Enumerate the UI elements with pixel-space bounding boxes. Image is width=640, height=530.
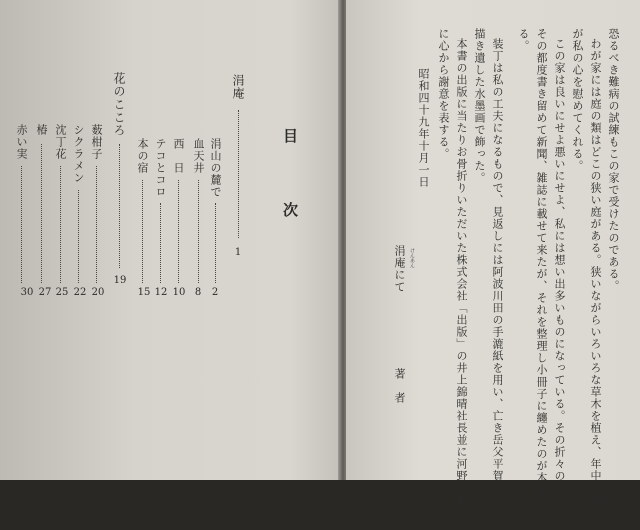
toc-leader	[178, 180, 179, 283]
toc-entry-label: 涓山の麓で	[209, 138, 222, 198]
toc-entry-label: 西 日	[172, 138, 185, 174]
toc-section-label: 花のこころ	[112, 72, 126, 137]
preface-line: 装丁は私の工夫になるもので、見返しには阿波川田の手漉紙を用い、亡き岳父平賀石泉の	[491, 38, 504, 518]
preface-line: が私の心を慰めてくれる。	[571, 28, 584, 172]
toc-entry-label: テコとコロ	[154, 138, 167, 198]
toc-entry-page: 8	[194, 287, 202, 298]
toc-entry-page: 12	[154, 287, 168, 298]
toc-entry-label: 赤い実	[15, 124, 28, 160]
toc-leader	[142, 180, 143, 283]
toc-leader	[41, 144, 42, 283]
toc-entry-page: 20	[91, 287, 105, 298]
toc-leader	[96, 166, 97, 283]
toc-section-page: 19	[113, 275, 127, 286]
toc-entry-label: シクラメン	[72, 124, 85, 184]
toc-entry-label: 椿	[35, 124, 48, 136]
preface-line: その都度書き留めて新聞、雑誌に載せて来たが、それを整理し小冊子に纏めたのが本書であ	[535, 28, 548, 520]
toc-entry-label: 沈丁花	[54, 124, 67, 160]
toc-title: 目 次	[281, 128, 299, 239]
toc-leader	[60, 166, 61, 283]
toc-leader	[21, 166, 22, 283]
toc-entry-page: 30	[20, 287, 34, 298]
preface-place-ruby: けんあん	[409, 248, 415, 268]
toc-entry-page: 10	[172, 287, 186, 298]
preface-line: に心から謝意を表する。	[437, 28, 450, 160]
preface-line: わが家には庭の類はどこの狭い庭がある。狭いながらいろいろな草木を植え、年中可憐な花	[589, 38, 602, 530]
preface-place: 涓庵にて	[393, 245, 406, 293]
preface-author: 著 者	[393, 368, 406, 404]
toc-entry-label: 本の宿	[136, 138, 149, 174]
toc-leader	[215, 203, 216, 283]
preface-date: 昭和四十九年十月一日	[417, 68, 430, 188]
toc-leader	[238, 110, 239, 238]
preface-page	[346, 0, 640, 530]
preface-line: 恐るべき難病の試練もこの家で受けたのである。	[607, 28, 620, 292]
toc-entry-label: 薮柑子	[90, 124, 103, 160]
toc-entry-page: 2	[211, 287, 219, 298]
toc-leader	[78, 190, 79, 283]
toc-entry-page: 22	[73, 287, 87, 298]
toc-page	[0, 0, 340, 480]
preface-line: 描き遺した水墨画で飾った。	[473, 28, 486, 184]
toc-leader	[198, 180, 199, 283]
toc-entry-label: 血天井	[192, 138, 205, 174]
toc-leader	[160, 203, 161, 283]
preface-line: 本書の出版に当たりお骨折りいただいた株式会社「出版」の井上錦晴社長並に河野茂樹氏	[455, 38, 468, 518]
toc-section-label: 涓庵	[231, 74, 245, 100]
preface-line: この家は良いにせよ悪いにせよ、私には想い出多いものになっている。その折々の随想を	[553, 38, 566, 518]
toc-entry-page: 27	[38, 287, 52, 298]
toc-entry-page: 25	[55, 287, 69, 298]
toc-leader	[119, 144, 120, 268]
toc-entry-page: 15	[137, 287, 151, 298]
preface-line: る。	[517, 28, 530, 52]
toc-section-page: 1	[234, 247, 242, 258]
